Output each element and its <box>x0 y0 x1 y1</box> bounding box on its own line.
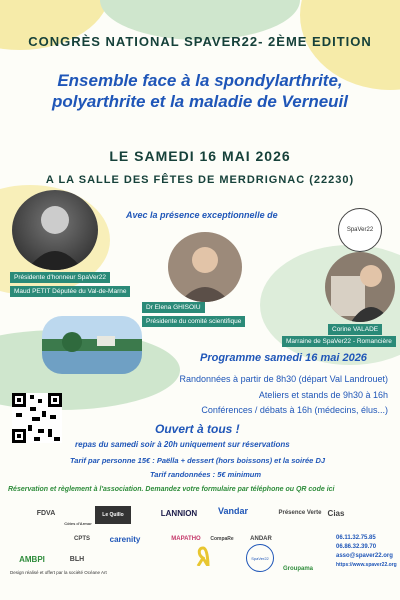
subtitle-line-1: Ensemble face à la spondylarthrite, <box>57 71 343 90</box>
event-title: CONGRÈS NATIONAL SPAVER22- 2ÈME EDITION <box>28 34 372 49</box>
reservation-text: Réservation et règlement à l'association. Demandez votre formulaire par téléphone ou QR code ici <box>8 486 335 493</box>
logo-cpts: CPTS <box>73 536 90 542</box>
logo-fdva: FDVA <box>36 509 56 517</box>
email-link[interactable]: asso@spaver22.org <box>336 553 393 559</box>
guest-photo-3 <box>325 252 395 322</box>
spaver-badge <box>338 208 382 252</box>
guest-photo-1 <box>12 190 98 270</box>
guest-2-name: Présidente du comité scientifique <box>142 316 245 327</box>
programme-line-3: Conférences / débats à 16h (médecins, élus...) <box>201 405 388 415</box>
open-to-all: Ouvert à tous ! <box>155 422 240 436</box>
person-silhouette-icon <box>168 232 242 302</box>
guest-3-role: Corine VALADE <box>328 324 382 335</box>
logo-mapatho: MAPATHO <box>171 536 201 542</box>
guest-1-name: Maud PETIT Députée du Val-de-Marne <box>10 286 130 297</box>
event-date: LE SAMEDI 16 MAI 2026 <box>109 148 291 164</box>
programme-line-1: Randonnées à partir de 8h30 (départ Val Landrouet) <box>179 374 388 384</box>
logo-cias: Cias <box>327 508 345 518</box>
contact-block <box>336 534 397 570</box>
logo-groupama: Groupama <box>282 566 313 572</box>
person-silhouette-icon <box>325 252 395 322</box>
tarif-personne: Tarif par personne 15€ : Paëlla + dessert (hors boissons) et la soirée DJ <box>70 456 326 465</box>
logo-ambpi: AMBPI <box>19 554 45 564</box>
ribbon-icon <box>196 546 210 566</box>
logo-cotes-armor: Côtes d'Armor <box>64 520 92 526</box>
programme-line-2: Ateliers et stands de 9h30 à 16h <box>258 390 388 400</box>
logo-compare: CompaRe <box>210 536 234 542</box>
person-silhouette-icon <box>12 190 98 270</box>
qr-code[interactable] <box>12 393 62 443</box>
guest-2-role: Dr Elena GHISOIU <box>142 302 205 313</box>
design-credit: Design réalisé et offert par la société Océane Art <box>10 570 107 575</box>
subtitle-line-2: polyarthrite et la maladie de Verneuil <box>51 92 349 111</box>
guest-3-name: Marraine de SpaVer22 - Romancière <box>282 336 396 347</box>
logo-vandar: Vandar <box>217 506 248 516</box>
guest-1-role: Présidente d'honneur SpaVer22 <box>10 272 110 283</box>
logo-andar: ANDAR <box>250 536 272 542</box>
website-link[interactable]: https://www.spaver22.org <box>336 562 397 568</box>
logo-le-quillo: Le Quillo <box>95 506 131 524</box>
event-venue: A LA SALLE DES FÊTES DE MERDRIGNAC (22230) <box>45 174 355 186</box>
badge-label: SpaVer22 <box>346 227 374 233</box>
event-subtitle <box>0 70 400 112</box>
logo-lannion: LANNION <box>160 508 198 518</box>
lake-photo <box>42 316 142 374</box>
logo-spaver-seal <box>246 544 274 572</box>
qr-code-icon <box>12 393 62 443</box>
phone-1[interactable]: 06.11.32.75.85 <box>336 535 376 541</box>
logo-carenity: carenity <box>109 534 141 544</box>
logo-blh: BLH <box>69 555 85 563</box>
repas-text: repas du samedi soir à 20h uniquement sur réservations <box>75 440 290 449</box>
phone-2[interactable]: 06.86.32.39.70 <box>336 544 377 550</box>
programme-title: Programme samedi 16 mai 2026 <box>200 352 367 364</box>
tarif-randonnees: Tarif randonnées : 5€ minimum <box>150 470 261 479</box>
tree-shape-icon <box>42 316 142 374</box>
seal-label: SpaVer22 <box>251 555 269 561</box>
logo-presence-verte: Présence Verte <box>278 510 322 516</box>
presence-text: Avec la présence exceptionnelle de <box>126 210 278 220</box>
guest-photo-2 <box>168 232 242 302</box>
